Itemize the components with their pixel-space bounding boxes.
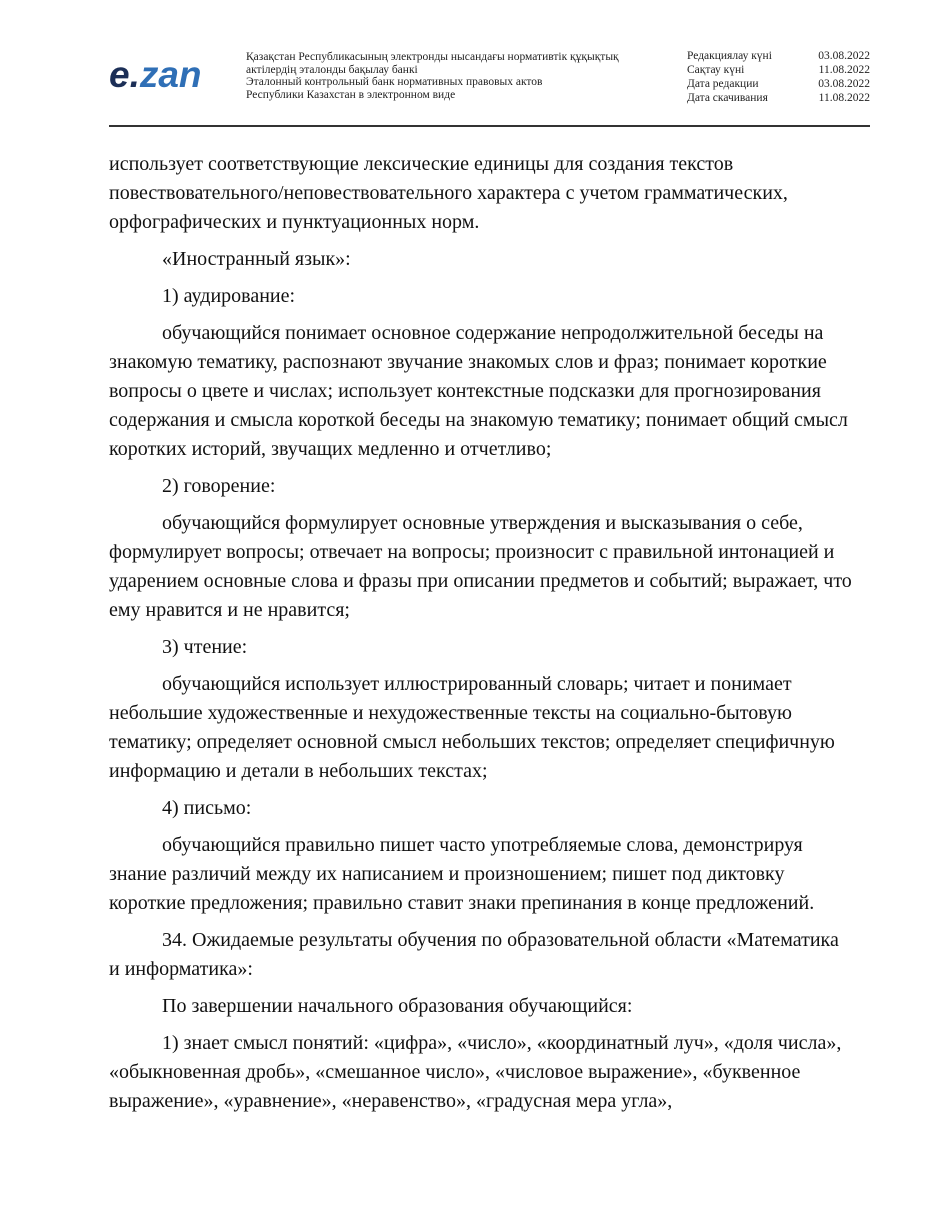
meta-label: Редакциялау күні <box>687 50 772 62</box>
logo-dot: . <box>129 54 140 95</box>
meta-row-download-date-ru <box>687 91 870 105</box>
meta-value: 11.08.2022 <box>818 92 870 104</box>
header-bank-title <box>246 51 619 101</box>
meta-value: 03.08.2022 <box>818 78 870 90</box>
paragraph: использует соответствующие лексические единицы для создания текстов повествовательного/неповествовательного характера с учетом грамматических, орфографических и пунктуационных норм. <box>109 153 788 233</box>
meta-label: Дата скачивания <box>687 92 768 104</box>
ezan-logo[interactable] <box>109 55 202 95</box>
list-item-heading: 1) аудирование: <box>162 285 296 307</box>
header-line: Республики Казахстан в электронном виде <box>246 88 456 101</box>
paragraph: обучающийся понимает основное содержание непродолжительной беседы на знакомую тематику, распознают звучание знакомых слов и фраз; понимает короткие вопросы о цвете и числах; использует контекстные подсказки для прогнозирования содержания и смысла короткой беседы на знакомую тематику; понимает общий смысл коротких историй, звучащих медленно и отчетливо; <box>109 322 848 460</box>
header-line: актілердің эталонды бақылау банкі <box>246 63 418 76</box>
section-heading: 34. Ожидаемые результаты обучения по образовательной области «Математика и информатика»: <box>109 929 839 980</box>
meta-label: Сақтау күні <box>687 64 745 76</box>
paragraph: обучающийся формулирует основные утверждения и высказывания о себе, формулирует вопросы; отвечает на вопросы; произносит с правильной интонацией и ударением основные слова и фразы при описании предметов и событий; выражает, что ему нравится и не нравится; <box>109 512 852 621</box>
meta-label: Дата редакции <box>687 78 759 90</box>
logo-zan: zan <box>139 54 202 95</box>
header-line: Эталонный контрольный банк нормативных правовых актов <box>246 76 543 88</box>
meta-row-edit-date-ru <box>687 77 870 91</box>
logo-e: e <box>109 54 130 95</box>
list-item-heading: 3) чтение: <box>162 636 248 658</box>
paragraph: обучающийся использует иллюстрированный словарь; читает и понимает небольшие художественные и нехудожественные тексты на социально-бытовую тематику; определяет основной смысл небольших текстов; определяет специфичную информацию и детали в небольших текстах; <box>109 673 835 782</box>
header-divider <box>109 125 870 127</box>
header-dates <box>687 49 870 105</box>
section-heading: «Иностранный язык»: <box>162 248 351 270</box>
list-item-heading: 2) говорение: <box>162 475 276 497</box>
meta-row-save-date-kz <box>687 63 870 77</box>
meta-row-edit-date-kz <box>687 49 870 63</box>
paragraph: обучающийся правильно пишет часто употребляемые слова, демонстрируя знание различий между их написанием и произношением; пишет под диктовку короткие предложения; правильно ставит знаки препинания в конце предложений. <box>109 834 815 914</box>
list-item-heading: 4) письмо: <box>162 797 252 819</box>
paragraph: По завершении начального образования обучающийся: <box>162 995 633 1017</box>
header-line: Қазақстан Республикасының электронды нысандағы нормативтік құқықтық <box>246 51 619 63</box>
document-body <box>109 150 854 1124</box>
meta-value: 11.08.2022 <box>818 64 870 76</box>
meta-value: 03.08.2022 <box>818 50 870 62</box>
document-header <box>109 46 870 126</box>
paragraph: 1) знает смысл понятий: «цифра», «число», «координатный луч», «доля числа», «обыкновенная дробь», «смешанное число», «числовое выражение», «буквенное выражение», «уравнение», «неравенство», «градусная мера угла», <box>109 1032 842 1112</box>
